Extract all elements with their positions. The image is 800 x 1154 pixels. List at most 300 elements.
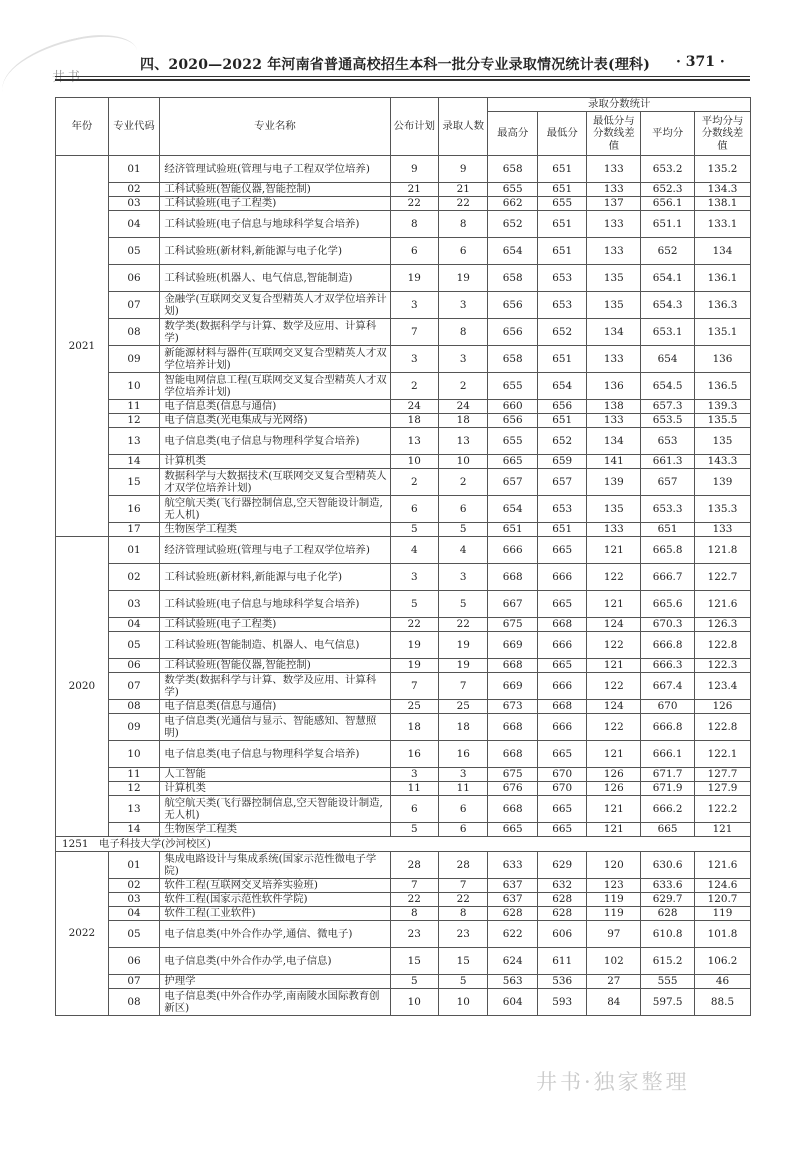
- min-cell: 666: [537, 632, 586, 659]
- avg-cell: 651.1: [641, 211, 695, 238]
- min-cell: 654: [537, 373, 586, 400]
- code-cell: 03: [108, 591, 160, 618]
- min-diff-cell: 124: [587, 700, 641, 714]
- avg-cell: 597.5: [641, 989, 695, 1016]
- name-cell: 电子信息类(信息与通信): [160, 700, 390, 714]
- name-cell: 集成电路设计与集成系统(国家示范性微电子学院): [160, 852, 390, 879]
- code-cell: 08: [108, 989, 160, 1016]
- min-cell: 536: [537, 975, 586, 989]
- code-cell: 04: [108, 211, 160, 238]
- avg-cell: 670.3: [641, 618, 695, 632]
- table-row: [56, 893, 751, 907]
- plan-cell: 16: [390, 741, 438, 768]
- avg-diff-cell: 136: [694, 346, 750, 373]
- name-cell: 工科试验班(电子信息与地球科学复合培养): [160, 211, 390, 238]
- plan-cell: 9: [390, 156, 438, 183]
- avg-diff-cell: 101.8: [694, 921, 750, 948]
- admitted-cell: 7: [438, 879, 487, 893]
- min-cell: 611: [537, 948, 586, 975]
- avg-diff-cell: 139: [694, 469, 750, 496]
- admitted-cell: 19: [438, 659, 487, 673]
- name-cell: 电子信息类(中外合作办学,南南陵水国际教育创新区): [160, 989, 390, 1016]
- name-cell: 电子信息类(光通信与显示、智能感知、智慧照明): [160, 714, 390, 741]
- table-row: [56, 373, 751, 400]
- col-plan: 公布计划: [390, 98, 438, 156]
- min-cell: 665: [537, 591, 586, 618]
- min-diff-cell: 122: [587, 564, 641, 591]
- max-cell: 658: [488, 156, 537, 183]
- plan-cell: 3: [390, 292, 438, 319]
- avg-diff-cell: 106.2: [694, 948, 750, 975]
- min-cell: 666: [537, 564, 586, 591]
- avg-diff-cell: 122.8: [694, 632, 750, 659]
- min-diff-cell: 120: [587, 852, 641, 879]
- plan-cell: 22: [390, 618, 438, 632]
- code-cell: 05: [108, 632, 160, 659]
- min-diff-cell: 134: [587, 428, 641, 455]
- name-cell: 航空航天类(飞行器控制信息,空天智能设计制造,无人机): [160, 496, 390, 523]
- min-diff-cell: 27: [587, 975, 641, 989]
- code-cell: 12: [108, 414, 160, 428]
- min-cell: 652: [537, 428, 586, 455]
- plan-cell: 18: [390, 414, 438, 428]
- max-cell: 624: [488, 948, 537, 975]
- min-diff-cell: 141: [587, 455, 641, 469]
- max-cell: 622: [488, 921, 537, 948]
- min-cell: 657: [537, 469, 586, 496]
- avg-diff-cell: 122.2: [694, 796, 750, 823]
- avg-diff-cell: 135.3: [694, 496, 750, 523]
- name-cell: 工科试验班(智能仪器,智能控制): [160, 183, 390, 197]
- avg-cell: 615.2: [641, 948, 695, 975]
- plan-cell: 3: [390, 346, 438, 373]
- min-diff-cell: 121: [587, 537, 641, 564]
- min-diff-cell: 119: [587, 893, 641, 907]
- table-row: [56, 879, 751, 893]
- code-cell: 06: [108, 265, 160, 292]
- avg-cell: 630.6: [641, 852, 695, 879]
- col-code: 专业代码: [108, 98, 160, 156]
- code-cell: 09: [108, 346, 160, 373]
- header-rule-bottom: [55, 79, 750, 81]
- plan-cell: 13: [390, 428, 438, 455]
- admitted-cell: 6: [438, 238, 487, 265]
- min-cell: 653: [537, 292, 586, 319]
- min-cell: 659: [537, 455, 586, 469]
- max-cell: 666: [488, 537, 537, 564]
- min-diff-cell: 134: [587, 319, 641, 346]
- min-cell: 666: [537, 714, 586, 741]
- max-cell: 668: [488, 741, 537, 768]
- avg-cell: 653.1: [641, 319, 695, 346]
- avg-cell: 657: [641, 469, 695, 496]
- code-cell: 02: [108, 879, 160, 893]
- avg-cell: 671.7: [641, 768, 695, 782]
- avg-diff-cell: 122.3: [694, 659, 750, 673]
- min-diff-cell: 121: [587, 741, 641, 768]
- max-cell: 563: [488, 975, 537, 989]
- min-diff-cell: 133: [587, 346, 641, 373]
- avg-cell: 651: [641, 523, 695, 537]
- code-cell: 05: [108, 238, 160, 265]
- name-cell: 数据科学与大数据技术(互联网交叉复合型精英人才双学位培养计划): [160, 469, 390, 496]
- avg-cell: 653.3: [641, 496, 695, 523]
- name-cell: 经济管理试验班(管理与电子工程双学位培养): [160, 537, 390, 564]
- min-cell: 665: [537, 659, 586, 673]
- admitted-cell: 11: [438, 782, 487, 796]
- min-cell: 665: [537, 537, 586, 564]
- min-diff-cell: 102: [587, 948, 641, 975]
- avg-cell: 654.5: [641, 373, 695, 400]
- admitted-cell: 2: [438, 373, 487, 400]
- avg-diff-cell: 143.3: [694, 455, 750, 469]
- plan-cell: 5: [390, 823, 438, 837]
- name-cell: 工科试验班(新材料,新能源与电子化学): [160, 238, 390, 265]
- max-cell: 658: [488, 265, 537, 292]
- min-cell: 651: [537, 238, 586, 265]
- avg-diff-cell: 122.8: [694, 714, 750, 741]
- admitted-cell: 7: [438, 673, 487, 700]
- avg-diff-cell: 135.5: [694, 414, 750, 428]
- name-cell: 工科试验班(电子信息与地球科学复合培养): [160, 591, 390, 618]
- plan-cell: 8: [390, 907, 438, 921]
- admitted-cell: 15: [438, 948, 487, 975]
- admitted-cell: 16: [438, 741, 487, 768]
- avg-cell: 666.8: [641, 714, 695, 741]
- code-cell: 10: [108, 373, 160, 400]
- plan-cell: 24: [390, 400, 438, 414]
- avg-cell: 654.1: [641, 265, 695, 292]
- admitted-cell: 6: [438, 796, 487, 823]
- avg-cell: 652.3: [641, 183, 695, 197]
- min-cell: 628: [537, 907, 586, 921]
- admitted-cell: 5: [438, 523, 487, 537]
- min-diff-cell: 133: [587, 156, 641, 183]
- min-cell: 670: [537, 782, 586, 796]
- page-number: · 371 ·: [676, 54, 725, 70]
- max-cell: 637: [488, 879, 537, 893]
- table-row: [56, 197, 751, 211]
- admitted-cell: 5: [438, 975, 487, 989]
- min-diff-cell: 124: [587, 618, 641, 632]
- admitted-cell: 21: [438, 183, 487, 197]
- avg-diff-cell: 139.3: [694, 400, 750, 414]
- min-cell: 666: [537, 673, 586, 700]
- table-row: [56, 469, 751, 496]
- table-row: [56, 265, 751, 292]
- plan-cell: 19: [390, 632, 438, 659]
- avg-cell: 665.6: [641, 591, 695, 618]
- avg-cell: 671.9: [641, 782, 695, 796]
- name-cell: 计算机类: [160, 455, 390, 469]
- max-cell: 604: [488, 989, 537, 1016]
- name-cell: 电子信息类(电子信息与物理科学复合培养): [160, 428, 390, 455]
- min-diff-cell: 138: [587, 400, 641, 414]
- max-cell: 662: [488, 197, 537, 211]
- name-cell: 智能电网信息工程(互联网交叉复合型精英人才双学位培养计划): [160, 373, 390, 400]
- avg-diff-cell: 136.5: [694, 373, 750, 400]
- admitted-cell: 3: [438, 768, 487, 782]
- avg-cell: 666.8: [641, 632, 695, 659]
- min-diff-cell: 84: [587, 989, 641, 1016]
- table-row: [56, 975, 751, 989]
- admitted-cell: 3: [438, 346, 487, 373]
- table-row: [56, 700, 751, 714]
- col-avg-diff: 平均分与分数线差值: [694, 112, 750, 156]
- admitted-cell: 19: [438, 265, 487, 292]
- table-row: [56, 659, 751, 673]
- admitted-cell: 3: [438, 564, 487, 591]
- avg-cell: 633.6: [641, 879, 695, 893]
- avg-diff-cell: 122.7: [694, 564, 750, 591]
- col-min: 最低分: [537, 112, 586, 156]
- code-cell: 04: [108, 907, 160, 921]
- avg-diff-cell: 121.8: [694, 537, 750, 564]
- name-cell: 工科试验班(智能制造、机器人、电气信息): [160, 632, 390, 659]
- avg-diff-cell: 126.3: [694, 618, 750, 632]
- code-cell: 06: [108, 948, 160, 975]
- max-cell: 652: [488, 211, 537, 238]
- min-cell: 670: [537, 768, 586, 782]
- min-cell: 629: [537, 852, 586, 879]
- plan-cell: 6: [390, 238, 438, 265]
- max-cell: 656: [488, 292, 537, 319]
- min-cell: 651: [537, 183, 586, 197]
- table-row: [56, 921, 751, 948]
- plan-cell: 22: [390, 197, 438, 211]
- table-row: [56, 741, 751, 768]
- year-cell: 2021: [56, 156, 109, 537]
- min-cell: 651: [537, 346, 586, 373]
- max-cell: 668: [488, 714, 537, 741]
- admitted-cell: 25: [438, 700, 487, 714]
- avg-diff-cell: 127.9: [694, 782, 750, 796]
- name-cell: 计算机类: [160, 782, 390, 796]
- avg-cell: 653.5: [641, 414, 695, 428]
- avg-cell: 666.7: [641, 564, 695, 591]
- avg-diff-cell: 46: [694, 975, 750, 989]
- code-cell: 14: [108, 823, 160, 837]
- code-cell: 06: [108, 659, 160, 673]
- col-score-group: 录取分数统计: [488, 98, 751, 112]
- plan-cell: 3: [390, 564, 438, 591]
- table-row: [56, 523, 751, 537]
- avg-diff-cell: 133: [694, 523, 750, 537]
- min-cell: 668: [537, 618, 586, 632]
- name-cell: 航空航天类(飞行器控制信息,空天智能设计制造,无人机): [160, 796, 390, 823]
- min-diff-cell: 122: [587, 673, 641, 700]
- name-cell: 电子信息类(中外合作办学,通信、微电子): [160, 921, 390, 948]
- plan-cell: 7: [390, 673, 438, 700]
- table-row: [56, 346, 751, 373]
- avg-cell: 666.3: [641, 659, 695, 673]
- avg-cell: 657.3: [641, 400, 695, 414]
- avg-diff-cell: 121: [694, 823, 750, 837]
- admitted-cell: 9: [438, 156, 487, 183]
- admitted-cell: 3: [438, 292, 487, 319]
- admitted-cell: 4: [438, 537, 487, 564]
- plan-cell: 8: [390, 211, 438, 238]
- table-body-1: [56, 156, 751, 837]
- avg-diff-cell: 119: [694, 907, 750, 921]
- plan-cell: 22: [390, 893, 438, 907]
- min-diff-cell: 121: [587, 796, 641, 823]
- admitted-cell: 22: [438, 893, 487, 907]
- max-cell: 676: [488, 782, 537, 796]
- table-row: [56, 564, 751, 591]
- col-admitted: 录取人数: [438, 98, 487, 156]
- name-cell: 新能源材料与器件(互联网交叉复合型精英人才双学位培养计划): [160, 346, 390, 373]
- table-row: [56, 714, 751, 741]
- avg-cell: 666.2: [641, 796, 695, 823]
- max-cell: 665: [488, 823, 537, 837]
- name-cell: 生物医学工程类: [160, 823, 390, 837]
- admitted-cell: 6: [438, 496, 487, 523]
- table-row: [56, 796, 751, 823]
- max-cell: 656: [488, 319, 537, 346]
- year-cell: 2022: [56, 852, 109, 1016]
- table-row: [56, 292, 751, 319]
- name-cell: 人工智能: [160, 768, 390, 782]
- plan-cell: 3: [390, 768, 438, 782]
- name-cell: 电子信息类(光电集成与光网络): [160, 414, 390, 428]
- table-row: [56, 496, 751, 523]
- school-heading: 1251 电子科技大学(沙河校区): [56, 837, 751, 852]
- name-cell: 金融学(互联网交叉复合型精英人才双学位培养计划): [160, 292, 390, 319]
- min-cell: 668: [537, 700, 586, 714]
- table-row: [56, 591, 751, 618]
- min-diff-cell: 136: [587, 373, 641, 400]
- min-diff-cell: 135: [587, 292, 641, 319]
- max-cell: 657: [488, 469, 537, 496]
- name-cell: 工科试验班(智能仪器,智能控制): [160, 659, 390, 673]
- admitted-cell: 22: [438, 197, 487, 211]
- year-cell: 2020: [56, 537, 109, 837]
- code-cell: 01: [108, 852, 160, 879]
- code-cell: 01: [108, 537, 160, 564]
- plan-cell: 15: [390, 948, 438, 975]
- min-diff-cell: 135: [587, 265, 641, 292]
- avg-diff-cell: 124.6: [694, 879, 750, 893]
- plan-cell: 23: [390, 921, 438, 948]
- code-cell: 13: [108, 428, 160, 455]
- publisher-logo: 井书: [52, 70, 83, 85]
- table-row: [56, 537, 751, 564]
- plan-cell: 19: [390, 659, 438, 673]
- min-diff-cell: 121: [587, 591, 641, 618]
- watermark: 井书·独家整理: [536, 1070, 690, 1094]
- table-row: [56, 156, 751, 183]
- code-cell: 05: [108, 921, 160, 948]
- col-name: 专业名称: [160, 98, 390, 156]
- avg-diff-cell: 121.6: [694, 591, 750, 618]
- table-row: [56, 183, 751, 197]
- code-cell: 01: [108, 156, 160, 183]
- name-cell: 软件工程(工业软件): [160, 907, 390, 921]
- avg-cell: 666.1: [641, 741, 695, 768]
- avg-cell: 610.8: [641, 921, 695, 948]
- table-row: [56, 632, 751, 659]
- avg-diff-cell: 135.1: [694, 319, 750, 346]
- admitted-cell: 8: [438, 211, 487, 238]
- plan-cell: 10: [390, 455, 438, 469]
- min-diff-cell: 126: [587, 768, 641, 782]
- avg-diff-cell: 88.5: [694, 989, 750, 1016]
- min-diff-cell: 121: [587, 823, 641, 837]
- plan-cell: 25: [390, 700, 438, 714]
- admitted-cell: 8: [438, 907, 487, 921]
- name-cell: 工科试验班(电子工程类): [160, 197, 390, 211]
- avg-cell: 656.1: [641, 197, 695, 211]
- code-cell: 02: [108, 183, 160, 197]
- max-cell: 675: [488, 618, 537, 632]
- admitted-cell: 5: [438, 591, 487, 618]
- avg-cell: 555: [641, 975, 695, 989]
- avg-cell: 661.3: [641, 455, 695, 469]
- min-diff-cell: 137: [587, 197, 641, 211]
- admitted-cell: 8: [438, 319, 487, 346]
- min-diff-cell: 133: [587, 414, 641, 428]
- max-cell: 669: [488, 673, 537, 700]
- plan-cell: 11: [390, 782, 438, 796]
- code-cell: 16: [108, 496, 160, 523]
- max-cell: 673: [488, 700, 537, 714]
- plan-cell: 6: [390, 496, 438, 523]
- admitted-cell: 2: [438, 469, 487, 496]
- table-row: [56, 211, 751, 238]
- table-row: [56, 319, 751, 346]
- min-cell: 653: [537, 265, 586, 292]
- max-cell: 656: [488, 414, 537, 428]
- admitted-cell: 10: [438, 455, 487, 469]
- table-row: [56, 852, 751, 879]
- plan-cell: 19: [390, 265, 438, 292]
- admission-table: [55, 97, 751, 1016]
- code-cell: 04: [108, 618, 160, 632]
- max-cell: 655: [488, 428, 537, 455]
- name-cell: 软件工程(国家示范性软件学院): [160, 893, 390, 907]
- min-diff-cell: 133: [587, 183, 641, 197]
- max-cell: 665: [488, 455, 537, 469]
- min-cell: 665: [537, 741, 586, 768]
- code-cell: 03: [108, 893, 160, 907]
- page-title: 四、2020—2022 年河南省普通高校招生本科一批分专业录取情况统计表(理科): [140, 57, 651, 73]
- min-diff-cell: 121: [587, 659, 641, 673]
- avg-diff-cell: 120.7: [694, 893, 750, 907]
- table-row: [56, 455, 751, 469]
- avg-diff-cell: 122.1: [694, 741, 750, 768]
- plan-cell: 6: [390, 796, 438, 823]
- admitted-cell: 10: [438, 989, 487, 1016]
- name-cell: 软件工程(互联网交叉培养实验班): [160, 879, 390, 893]
- admitted-cell: 13: [438, 428, 487, 455]
- min-diff-cell: 135: [587, 496, 641, 523]
- max-cell: 660: [488, 400, 537, 414]
- min-diff-cell: 119: [587, 907, 641, 921]
- min-diff-cell: 139: [587, 469, 641, 496]
- avg-cell: 654: [641, 346, 695, 373]
- code-cell: 07: [108, 975, 160, 989]
- min-cell: 651: [537, 156, 586, 183]
- plan-cell: 28: [390, 852, 438, 879]
- min-diff-cell: 133: [587, 211, 641, 238]
- col-year: 年份: [56, 98, 109, 156]
- min-diff-cell: 133: [587, 523, 641, 537]
- table-row: [56, 907, 751, 921]
- plan-cell: 18: [390, 714, 438, 741]
- max-cell: 654: [488, 496, 537, 523]
- max-cell: 628: [488, 907, 537, 921]
